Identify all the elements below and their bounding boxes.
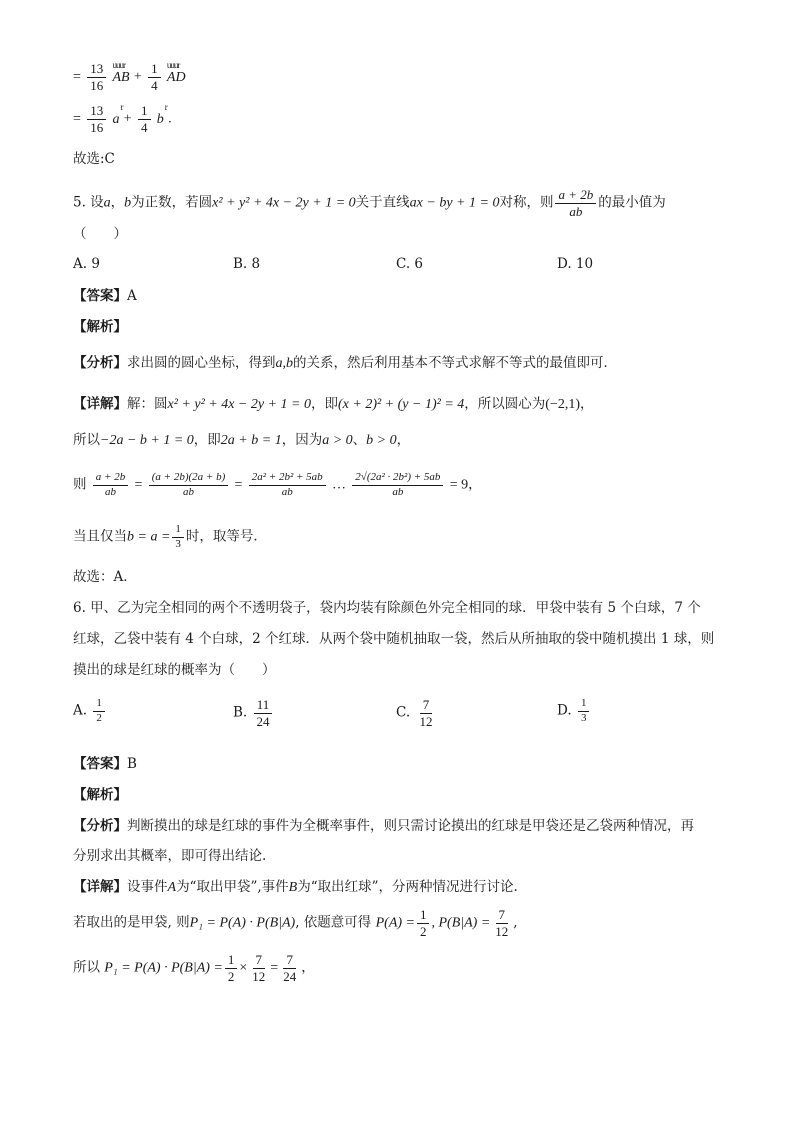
question-6-stem-line-3: 摸出的球是红球的概率为（ ） xyxy=(73,662,276,678)
fraction: $\frac{1}{4}$ xyxy=(138,104,151,134)
q5-option-d: D. 10 xyxy=(557,256,594,272)
q5-xiangjie-line-4: 当且仅当b = a = $\frac{1}{3}$ 时，取等号． xyxy=(73,523,267,550)
q6-option-a: A. $\frac{1}{2}$ xyxy=(73,698,107,724)
q6-option-c: C. $\frac{7}{12}$ xyxy=(396,697,433,729)
vector-a: r a xyxy=(112,101,123,127)
q6-fenxi-line-2: 分别求出其概率，即可得出结论. xyxy=(73,848,267,864)
answer-choice-line: 故选:C xyxy=(73,151,115,167)
vector-b: r b xyxy=(156,101,167,127)
q6-fenxi-line-1: 【分析】判断摸出的球是红球的事件为全概率事件，则只需讨论摸出的红球是甲袋还是乙袋两种情况，再 xyxy=(73,818,694,834)
q6-option-b: B. $\frac{11}{24}$ xyxy=(233,698,275,728)
q5-final: 故选：A． xyxy=(73,569,137,585)
q5-option-b: B. 8 xyxy=(233,256,261,272)
q6-xiangjie-line-2: 若取出的是甲袋, 则P₁ = P(A) · P(B|A), 依题意可得 P(A) = $\frac{1}{2}$ , P(B|A) = $\frac{7}{12}$ , xyxy=(73,907,518,939)
question-5-paren: （ ） xyxy=(73,226,127,242)
q6-xiangjie-line-1: 【详解】设事件A为“取出甲袋”,事件B为“取出红球”，分两种情况进行讨论. xyxy=(73,879,518,895)
vector-ab: uuur AB xyxy=(112,59,130,85)
q6-xiangjie-line-3: 所以 P₁ = P(A) · P(B|A) = $\frac{1}{2}$ × $\frac{7}{12}$ = $\frac{7}{24}$ ， xyxy=(73,952,315,984)
q5-answer: 【答案】A xyxy=(73,288,137,304)
fraction: $\frac{13}{16}$ xyxy=(87,104,106,134)
q5-option-c: C. 6 xyxy=(396,256,424,272)
q6-option-d: D. $\frac{1}{3}$ xyxy=(557,698,591,724)
line-equation: ax − by + 1 = 0 xyxy=(409,195,500,211)
q5-analysis-tag: 【解析】 xyxy=(73,319,127,335)
fraction: $\frac{13}{16}$ xyxy=(87,62,106,92)
q5-option-a: A. 9 xyxy=(73,256,100,272)
q5-fenxi: 【分析】求出圆的圆心坐标，得到a,b的关系，然后利用基本不等式求解不等式的最值即可． xyxy=(73,355,617,371)
q6-analysis-tag: 【解析】 xyxy=(73,787,127,803)
fraction: $\frac{1}{4}$ xyxy=(148,62,161,92)
question-6-stem-line-1: 6. 甲、乙为完全相同的两个不透明袋子，袋内均装有除颜色外完全相同的球．甲袋中装有 5 个白球，7 个 xyxy=(73,600,701,616)
q5-xiangjie-line-2: 所以−2a − b + 1 = 0，即2a + b = 1，因为a > 0、b > 0， xyxy=(73,432,411,448)
vector-equation-line-1: = $\frac{13}{16}$ uuur AB + $\frac{1}{4}$ uuur AD xyxy=(73,59,186,93)
question-5-stem: 5. 设a，b为正数，若圆x² + y² + 4x − 2y + 1 = 0关于直线ax − by + 1 = 0对称，则 $\frac{a + 2b}{ab}$ 的最小值为 xyxy=(73,187,666,219)
question-6-stem-line-2: 红球，乙袋中装有 4 个白球，2 个红球．从两个袋中随机抽取一袋，然后从所抽取的袋中随机摸出 1 球，则 xyxy=(73,631,715,647)
circle-equation: x² + y² + 4x − 2y + 1 = 0 xyxy=(212,195,356,211)
q6-answer: 【答案】B xyxy=(73,756,137,772)
vector-equation-line-2: = $\frac{13}{16}$ r a + $\frac{1}{4}$ r b . xyxy=(73,101,172,135)
q5-xiangjie-line-1: 【详解】解：圆x² + y² + 4x − 2y + 1 = 0，即(x + 2)² + (y − 1)² = 4，所以圆心为(−2,1)， xyxy=(73,396,594,412)
target-fraction: $\frac{a + 2b}{ab}$ xyxy=(555,188,596,218)
q5-xiangjie-line-3: 则 $\frac{a + 2b}{ab}$ = $\frac{(a + 2b)(2a + b)}{ab}$ = $\frac{\text{2a² + 2b² + 5ab}}{ab}$ … $\frac{\text{2√(2a² · 2b²) + 5ab}}{ab}$ = 9， xyxy=(73,471,482,498)
vector-ad: uuur AD xyxy=(166,59,186,85)
